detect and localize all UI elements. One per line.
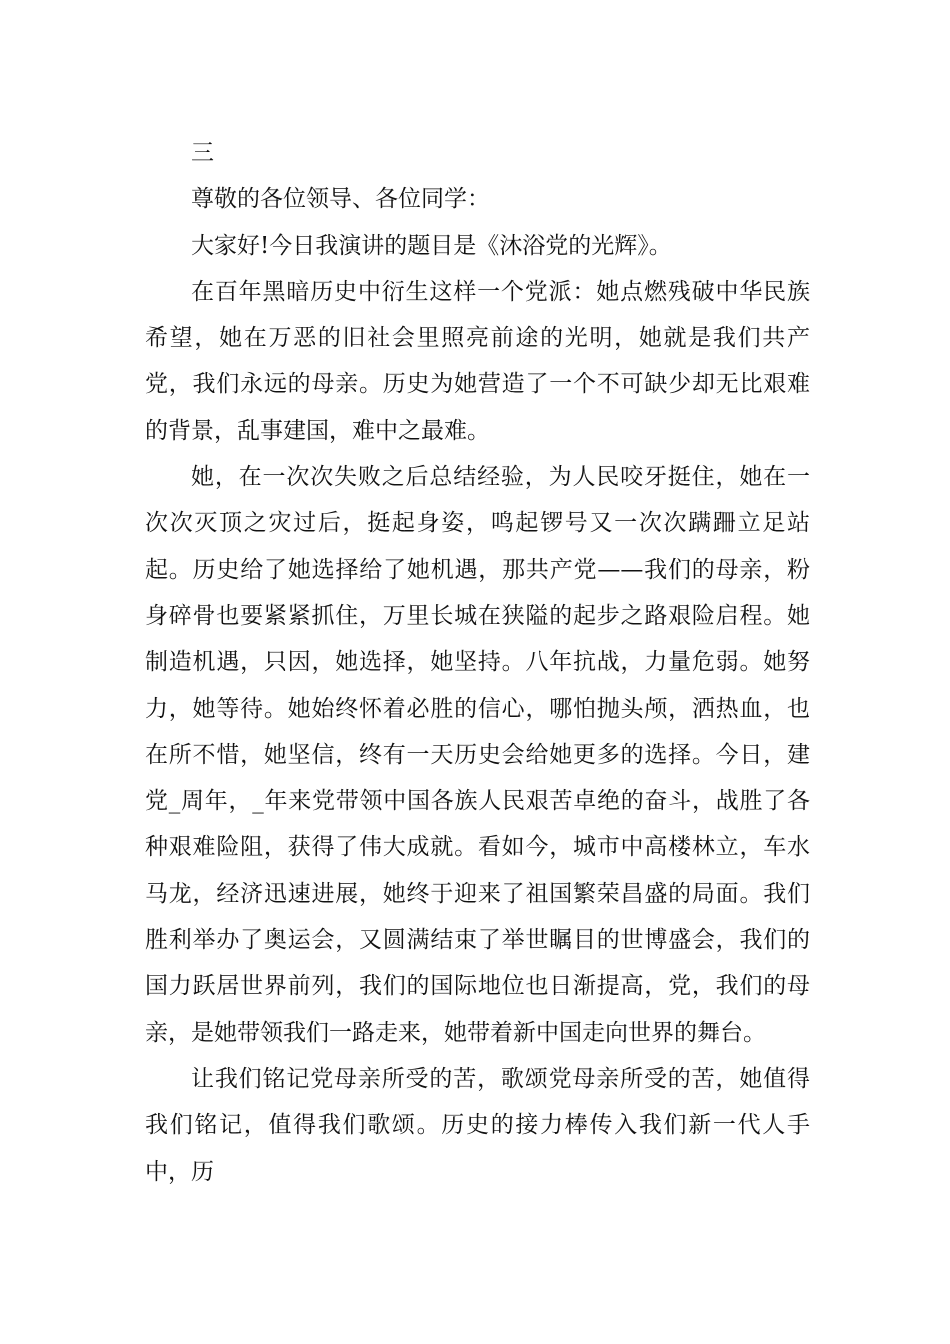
paragraph-struggle: 她，在一次次失败之后总结经验，为人民咬牙挺住，她在一次次灭顶之灾过后，挺起身姿，鸣起锣号又一次次蹒跚立足站起。历史给了她选择给了她机遇，那共产党——我们的母亲，粉身碎骨也要紧紧抓住，万里长城在狭隘的起步之路艰险启程。她制造机遇，只因，她选择，她坚持。八年抗战，力量危弱。她努力，她等待。她始终怀着必胜的信心，哪怕抛头颅，洒热血，也在所不惜，她坚信，终有一天历史会给她更多的选择。今日，建党_周年，_年来党带领中国各族人民艰苦卓绝的奋斗，战胜了各种艰难险阻，获得了伟大成就。看如今，城市中高楼林立，车水马龙，经济迅速进展，她终于迎来了祖国繁荣昌盛的局面。我们胜利举办了奥运会，又圆满结束了举世瞩目的世博盛会，我们的国力跃居世界前列，我们的国际地位也日渐提高，党，我们的母亲，是她带领我们一路走来，她带着新中国走向世界的舞台。 bbox=[145, 464, 810, 1046]
section-number: 三 bbox=[191, 140, 214, 166]
paragraph-greeting: 大家好!今日我演讲的题目是《沐浴党的光辉》。 bbox=[191, 232, 672, 259]
speech-text bbox=[145, 130, 810, 1195]
salutation: 尊敬的各位领导、各位同学： bbox=[191, 186, 490, 213]
paragraph-history: 在百年黑暗历史中衍生这样一个党派：她点燃残破中华民族希望，她在万恶的旧社会里照亮前途的光明，她就是我们共产党，我们永远的母亲。历史为她营造了一个不可缺少却无比艰难的背景，乱事建国，难中之最难。 bbox=[145, 278, 810, 444]
paragraph-remember: 让我们铭记党母亲所受的苦，歌颂党母亲所受的苦，她值得我们铭记，值得我们歌颂。历史的接力棒传入我们新一代人手中，历 bbox=[145, 1065, 810, 1185]
